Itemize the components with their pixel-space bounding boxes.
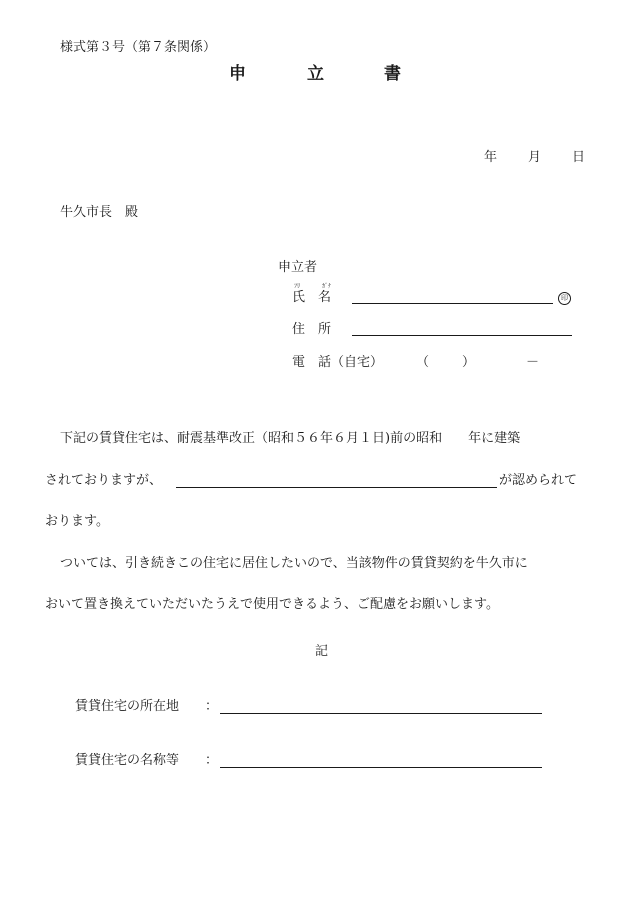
title-char-3: 書 bbox=[384, 64, 401, 84]
date-day: 日 bbox=[572, 150, 586, 165]
reason-field[interactable] bbox=[176, 487, 497, 488]
body-line-2-prefix: されておりますが、 bbox=[45, 473, 163, 488]
seal-mark: 印 bbox=[558, 292, 571, 305]
furigana-label-2: ｶﾞﾅ bbox=[322, 283, 332, 290]
title-char-2: 立 bbox=[307, 64, 324, 84]
name-label: 氏 名 bbox=[292, 290, 332, 305]
phone-paren-open: （ bbox=[416, 355, 430, 370]
address-field[interactable] bbox=[352, 335, 572, 336]
body-line-2-suffix: が認められて bbox=[499, 473, 578, 488]
name-field[interactable] bbox=[352, 303, 553, 304]
furigana-label-1: ﾌﾘ bbox=[294, 283, 301, 290]
ki-heading: 記 bbox=[315, 644, 329, 659]
applicant-heading: 申立者 bbox=[278, 260, 318, 275]
date-month: 月 bbox=[528, 150, 542, 165]
body-line-1: 下記の賃貸住宅は、耐震基準改正（昭和５６年６月１日)前の昭和 年に建築 bbox=[60, 431, 521, 446]
body-line-4: ついては、引き続きこの住宅に居住したいので、当該物件の賃貸契約を牛久市に bbox=[60, 556, 528, 571]
address-label: 住 所 bbox=[292, 322, 332, 337]
phone-area-code-field[interactable] bbox=[430, 370, 458, 371]
date-year: 年 bbox=[484, 150, 498, 165]
title-char-1: 申 bbox=[229, 64, 246, 84]
phone-paren-close: ） bbox=[462, 355, 476, 370]
property-name-field[interactable] bbox=[220, 767, 542, 768]
phone-label: 電 話（自宅） bbox=[292, 355, 384, 370]
body-line-3: おります。 bbox=[45, 514, 109, 529]
location-label: 賃貸住宅の所在地 bbox=[75, 699, 180, 714]
location-field[interactable] bbox=[220, 713, 542, 714]
form-number: 様式第３号（第７条関係） bbox=[60, 40, 217, 55]
body-line-5: おいて置き換えていただいたうえで使用できるよう、ご配慮をお願いします。 bbox=[45, 597, 499, 612]
property-name-colon: ： bbox=[205, 753, 219, 768]
addressee: 牛久市長 殿 bbox=[60, 205, 139, 220]
phone-dash: － bbox=[526, 355, 540, 370]
location-colon: ： bbox=[205, 699, 219, 714]
property-name-label: 賃貸住宅の名称等 bbox=[75, 753, 180, 768]
